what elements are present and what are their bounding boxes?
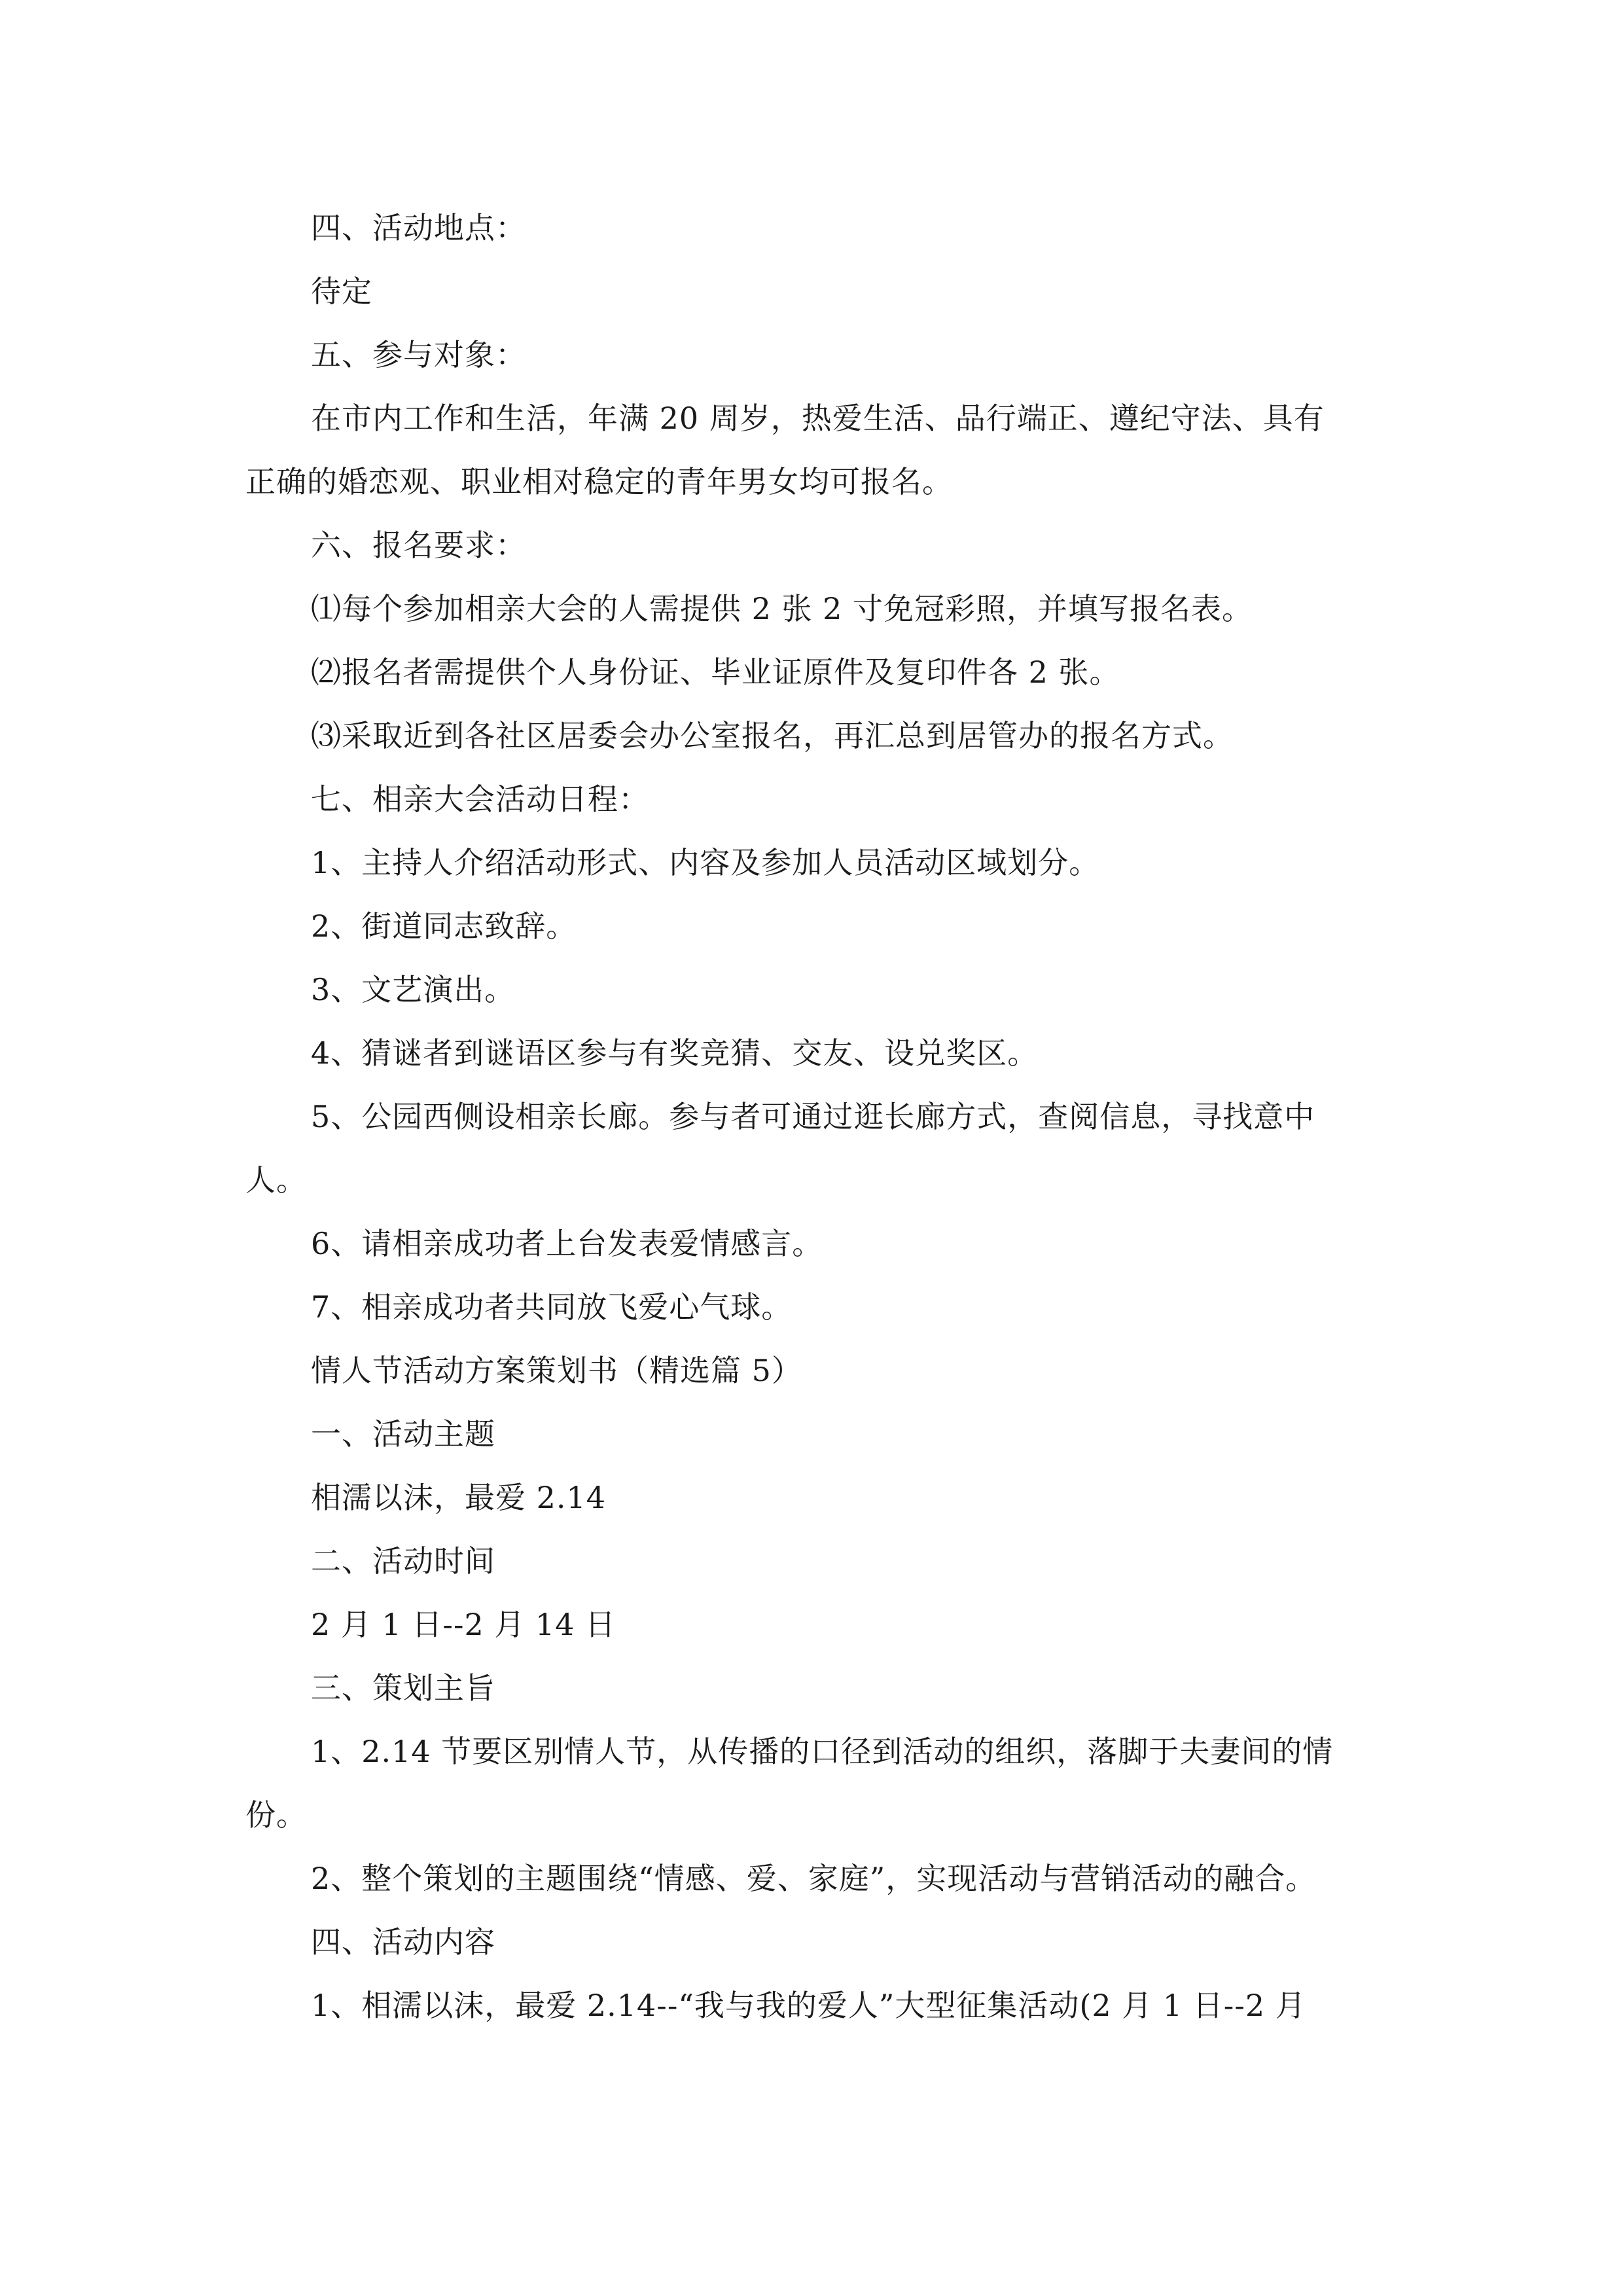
paragraph-theme: 相濡以沫，最爱 2.14: [311, 1480, 607, 1515]
section-heading-theme: 一、活动主题: [311, 1416, 495, 1452]
paragraph-participants-line-2: 正确的婚恋观、职业相对稳定的青年男女均可报名。: [245, 464, 953, 499]
paragraph-time: 2 月 1 日--2 月 14 日: [311, 1607, 616, 1642]
purpose-item-2: 2、整个策划的主题围绕“情感、爱、家庭”，实现活动与营销活动的融合。: [311, 1861, 1317, 1896]
section-heading-schedule: 七、相亲大会活动日程：: [311, 781, 649, 817]
purpose-item-1-line-1: 1、2.14 节要区别情人节，从传播的口径到活动的组织，落脚于夫妻间的情: [311, 1734, 1334, 1769]
purpose-item-1-line-2: 份。: [245, 1797, 307, 1833]
schedule-item-2: 2、街道同志致辞。: [311, 908, 577, 944]
section-heading-registration: 六、报名要求：: [311, 528, 526, 563]
article-title-5: 情人节活动方案策划书（精选篇 5）: [311, 1353, 802, 1388]
registration-item-2: ⑵报名者需提供个人身份证、毕业证原件及复印件各 2 张。: [311, 655, 1120, 690]
paragraph-location-value: 待定: [311, 274, 372, 309]
registration-item-3: ⑶采取近到各社区居委会办公室报名，再汇总到居管办的报名方式。: [311, 718, 1234, 753]
section-heading-content: 四、活动内容: [311, 1924, 495, 1960]
section-heading-participants: 五、参与对象：: [311, 337, 526, 372]
schedule-item-5-line-2: 人。: [245, 1162, 307, 1198]
document-body: [245, 196, 1404, 2037]
section-heading-location: 四、活动地点：: [311, 210, 526, 245]
schedule-item-6: 6、请相亲成功者上台发表爱情感言。: [311, 1226, 823, 1261]
schedule-item-3: 3、文艺演出。: [311, 972, 516, 1007]
section-heading-purpose: 三、策划主旨: [311, 1670, 495, 1706]
paragraph-participants-line-1: 在市内工作和生活，年满 20 周岁，热爱生活、品行端正、遵纪守法、具有: [311, 401, 1325, 436]
content-item-1: 1、相濡以沫，最爱 2.14--“我与我的爱人”大型征集活动(2 月 1 日--2 月: [311, 1988, 1306, 2023]
schedule-item-7: 7、相亲成功者共同放飞爱心气球。: [311, 1289, 793, 1325]
schedule-item-5-line-1: 5、公园西侧设相亲长廊。参与者可通过逛长廊方式，查阅信息，寻找意中: [311, 1099, 1315, 1134]
section-heading-time: 二、活动时间: [311, 1543, 495, 1579]
registration-item-1: ⑴每个参加相亲大会的人需提供 2 张 2 寸免冠彩照，并填写报名表。: [311, 591, 1253, 626]
schedule-item-1: 1、主持人介绍活动形式、内容及参加人员活动区域划分。: [311, 845, 1100, 880]
schedule-item-4: 4、猜谜者到谜语区参与有奖竞猜、交友、设兑奖区。: [311, 1035, 1039, 1071]
